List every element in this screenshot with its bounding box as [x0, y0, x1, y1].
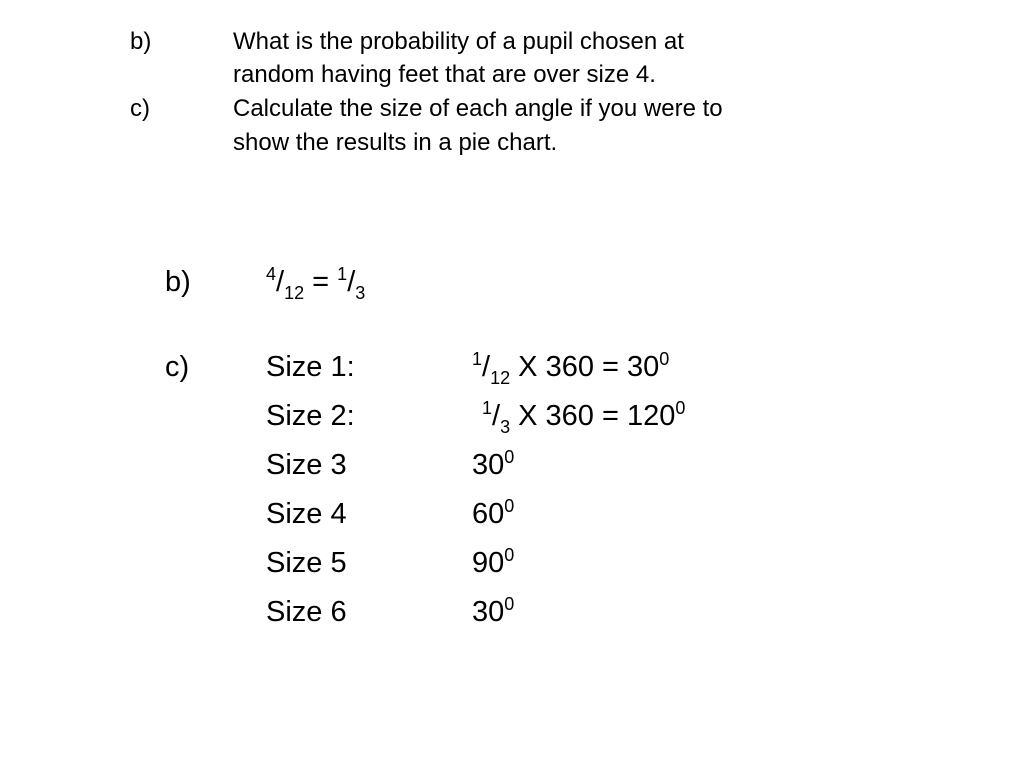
- calculation-text: X 360 = 120: [510, 400, 676, 432]
- fraction-denominator: 12: [490, 368, 511, 388]
- size-5-label: Size 5: [266, 547, 347, 579]
- answer-c-marker: c): [165, 351, 190, 383]
- question-b-line-2: random having feet that are over size 4.: [233, 61, 656, 88]
- angle-value: 90: [472, 547, 505, 579]
- question-b-marker: b): [130, 28, 152, 55]
- question-c-line-1: Calculate the size of each angle if you were to: [233, 95, 723, 122]
- fraction-numerator: 4: [266, 264, 277, 284]
- degree-mark: 0: [504, 496, 515, 516]
- size-2-calculation: [482, 398, 686, 437]
- degree-mark: 0: [504, 545, 515, 565]
- degree-mark: 0: [504, 447, 515, 467]
- size-2-label: Size 2:: [266, 400, 355, 432]
- size-3-label: Size 3: [266, 449, 347, 481]
- question-b-line-1: What is the probability of a pupil chosen at: [233, 28, 684, 55]
- fraction-numerator: 1: [472, 349, 483, 369]
- angle-value: 30: [472, 596, 505, 628]
- fraction-slash: /: [276, 266, 285, 298]
- calculation-text: X 360 = 30: [510, 351, 660, 383]
- degree-mark: 0: [659, 349, 670, 369]
- fraction-denominator: 3: [355, 283, 366, 303]
- degree-mark: 0: [675, 398, 686, 418]
- size-4-angle: [472, 498, 514, 531]
- degree-mark: 0: [504, 594, 515, 614]
- answer-b-fraction: [266, 264, 366, 303]
- question-c-marker: c): [130, 95, 150, 122]
- equals-sign: =: [304, 266, 338, 298]
- size-3-angle: [472, 449, 514, 482]
- fraction-slash: /: [347, 266, 356, 298]
- size-6-angle: [472, 596, 514, 629]
- answer-b-marker: b): [165, 266, 191, 298]
- size-1-calculation: [472, 349, 670, 388]
- angle-value: 60: [472, 498, 505, 530]
- question-c-line-2: show the results in a pie chart.: [233, 129, 558, 156]
- fraction-denominator: 3: [500, 417, 511, 437]
- angle-value: 30: [472, 449, 505, 481]
- fraction-slash: /: [482, 351, 491, 383]
- fraction-numerator: 1: [337, 264, 348, 284]
- fraction-denominator: 12: [284, 283, 305, 303]
- size-6-label: Size 6: [266, 596, 347, 628]
- fraction-slash: /: [492, 400, 501, 432]
- size-5-angle: [472, 547, 514, 580]
- size-4-label: Size 4: [266, 498, 347, 530]
- size-1-label: Size 1:: [266, 351, 355, 383]
- fraction-numerator: 1: [482, 398, 493, 418]
